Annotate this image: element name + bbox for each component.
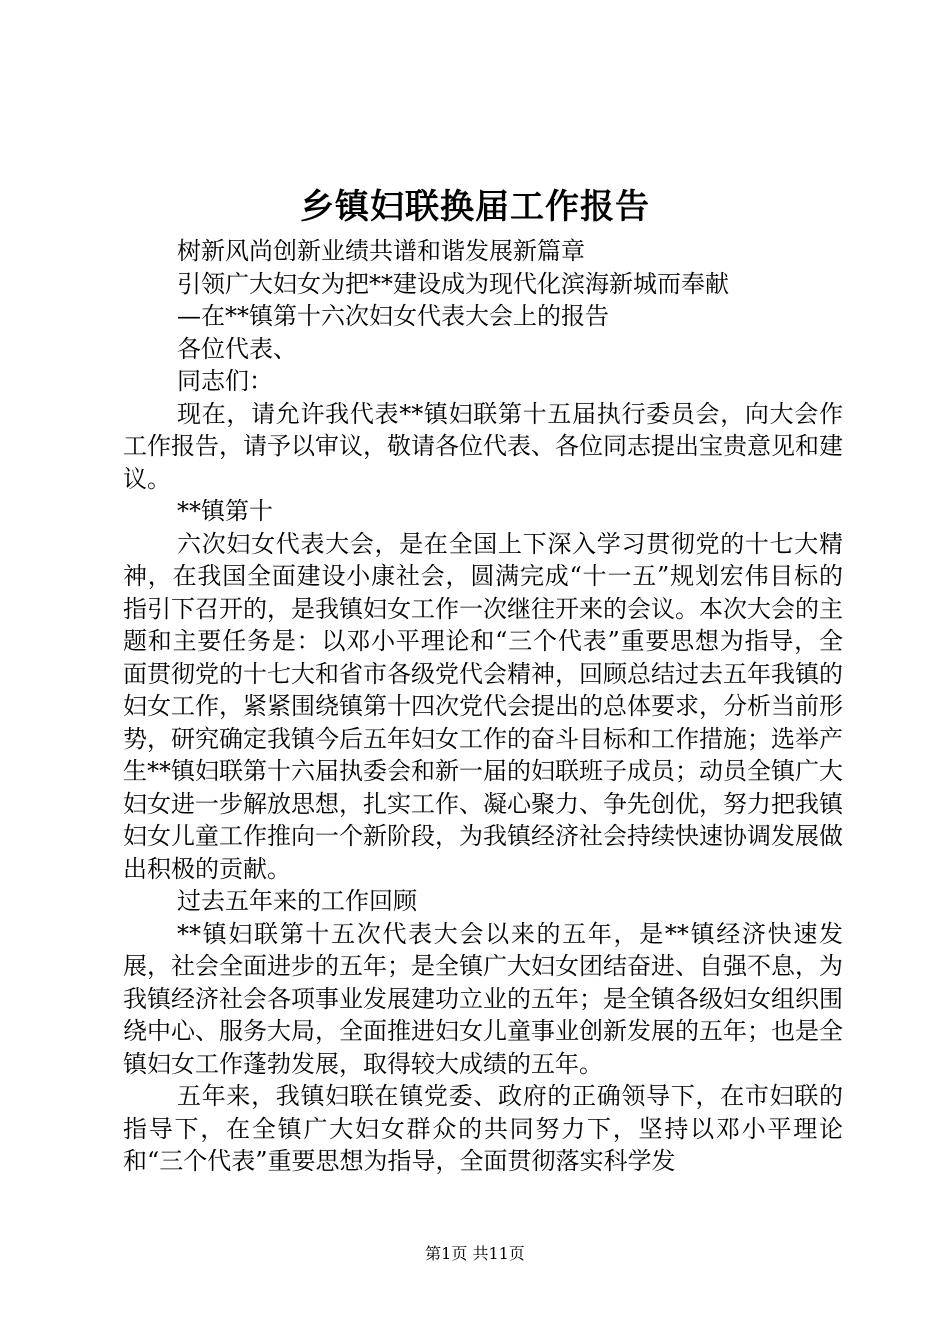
document-body [123, 235, 843, 1178]
page-footer: 第1页 共11页 [425, 1244, 525, 1263]
paragraph-review: **镇妇联第十五次代表大会以来的五年，是**镇经济快速发展，社会全面进步的五年；是全镇广大妇女团结奋进、自强不息，为我镇经济社会各项事业发展建功立业的五年；是全镇各级妇女组织围绕中心、服务大局，全面推进妇女儿童事业创新发展的五年；也是全镇妇女工作蓬勃发展，取得较大成绩的五年。 [123, 919, 843, 1078]
section-heading: 过去五年来的工作回顾 [177, 887, 417, 915]
short-line: **镇第十 [177, 497, 273, 525]
subtitle-line-2: 引领广大妇女为把**建设成为现代化滨海新城而奉献 [177, 269, 729, 298]
subtitle-line-3: —在**镇第十六次妇女代表大会上的报告 [177, 302, 609, 330]
salutation-line-1: 各位代表、 [177, 334, 297, 363]
paragraph-five-years: 五年来，我镇妇联在镇党委、政府的正确领导下，在市妇联的指导下，在全镇广大妇女群众的共同努力下，坚持以邓小平理论和“三个代表”重要思想为指导，全面贯彻落实科学发 [123, 1082, 843, 1175]
salutation-line-2: 同志们： [177, 367, 273, 395]
paragraph-conference: 六次妇女代表大会，是在全国上下深入学习贯彻党的十七大精神，在我国全面建设小康社会，圆满完成“十一五”规划宏伟目标的指引下召开的，是我镇妇女工作一次继往开来的会议。本次大会的主题和主要任务是：以邓小平理论和“三个代表”重要思想为指导，全面贯彻党的十七大和省市各级党代会精神，回顾总结过去五年我镇的妇女工作，紧紧围绕镇第十四次党代会提出的总体要求，分析当前形势，研究确定我镇今后五年妇女工作的奋斗目标和工作措施；选举产生**镇妇联第十六届执委会和新一届的妇联班子成员；动员全镇广大妇女进一步解放思想，扎实工作、凝心聚力、争先创优，努力把我镇妇女儿童工作推向一个新阶段，为我镇经济社会持续快速协调发展做出积极的贡献。 [123, 529, 843, 883]
subtitle-line-1: 树新风尚创新业绩共谱和谐发展新篇章 [177, 237, 585, 265]
paragraph-intro: 现在，请允许我代表**镇妇联第十五届执行委员会，向大会作工作报告，请予以审议，敬请各位代表、各位同志提出宝贵意见和建议。 [123, 399, 843, 493]
document-title: 乡镇妇联换届工作报告 [300, 187, 650, 227]
